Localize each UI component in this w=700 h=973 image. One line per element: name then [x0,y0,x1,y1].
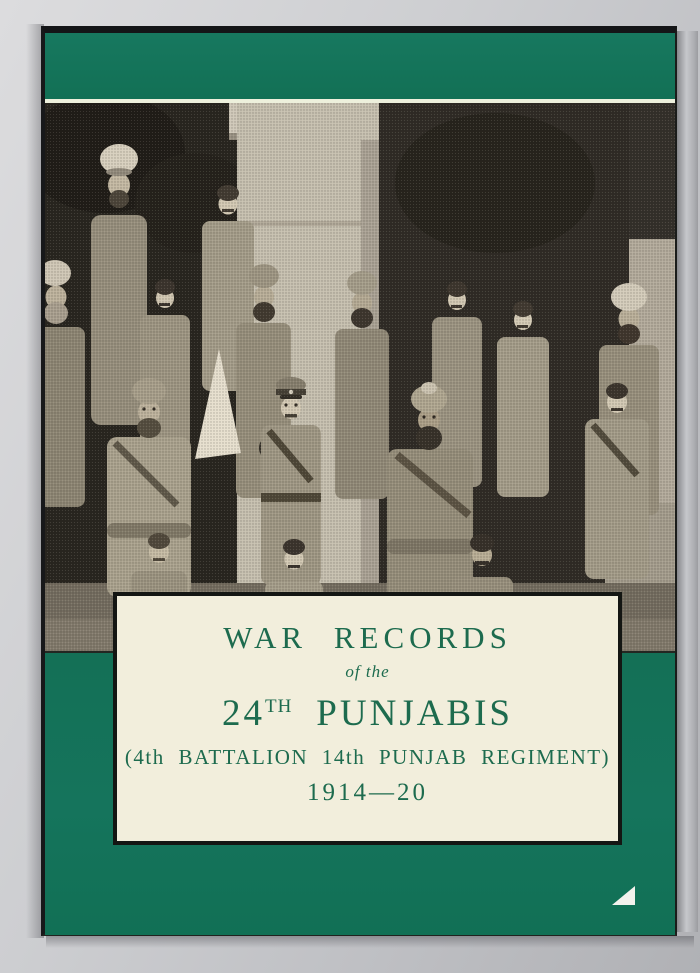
battalion-subtitle: (4th BATTALION 14th PUNJAB REGIMENT) [124,745,611,769]
title-connector: of the [345,662,390,681]
group-photograph [45,103,675,655]
book-title: WAR RECORDS [223,620,512,655]
regiment-ordinal: TH [264,696,293,717]
green-band-top [45,33,675,99]
book-bottom-shadow [46,936,694,948]
years-range: 1914—20 [307,779,428,806]
book-page-edges [677,31,698,932]
regiment-title [117,695,618,732]
book-cover [41,26,677,936]
title-panel [113,592,622,845]
page-corner [612,886,635,905]
cover-photograph-area [45,103,675,655]
regiment-number: 24 [221,693,265,734]
print-veil [45,103,675,655]
regiment-name: PUNJABIS [316,693,514,734]
